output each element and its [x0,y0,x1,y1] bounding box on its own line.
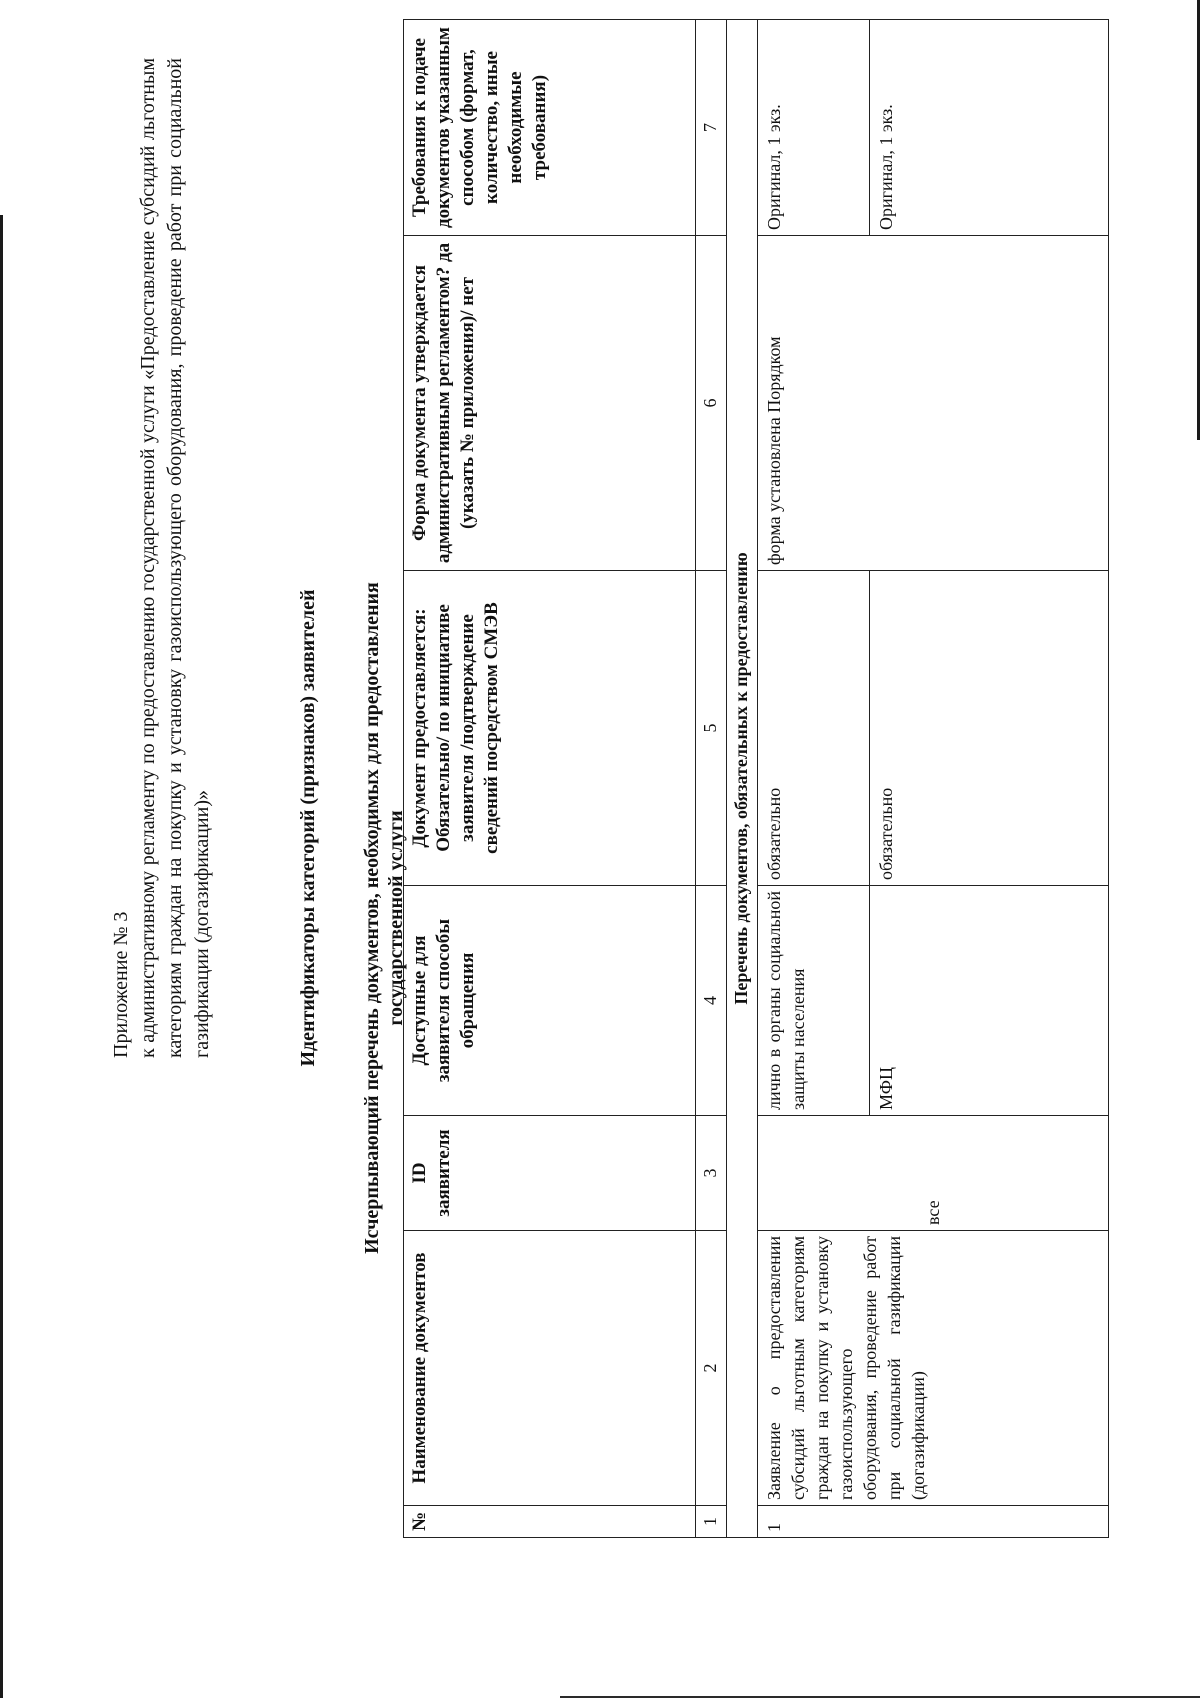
annex-title: Приложение № 3 [110,911,132,1058]
way-cell: МФЦ [870,886,1109,1116]
requirements-cell: Оригинал, 1 экз. [758,20,870,236]
provision-cell: обязательно [758,571,870,886]
documents-table [403,19,1109,1538]
column-number: 3 [696,1116,727,1231]
identifiers-heading: Идентификаторы категорий (признаков) заявителей [297,589,319,1067]
col-header-provision: Документ предоставляется: Обязательно/ по инициативе заявителя /подтверждение сведений посредством СМЭВ [404,571,696,886]
annex-body: к административному регламенту по предоставлению государственной услуги «Предоставление субсидий льготным категориям граждан на покупку и установку газоиспользующего оборудования, проведение работ при социальной газификации (догазификации)» [137,58,213,1058]
form-cell: форма установлена Порядком [758,236,1109,571]
column-number: 6 [696,236,727,571]
column-number: 7 [696,20,727,236]
col-header-requirements: Требования к подаче документов указанным способом (формат, количество, иные необходимые требования) [404,20,696,236]
column-numbers-row [696,20,727,1538]
col-header-num: № [404,1506,696,1538]
doc-name-cell: Заявление о предоставлении субсидий льготным категориям граждан на покупку и установку газоиспользующего оборудования, проведение работ при социальной газификации (догазификации) [758,1231,1109,1506]
annex-header [108,58,216,1058]
requirements-cell: Оригинал, 1 экз. [870,20,1109,236]
column-number: 2 [696,1231,727,1506]
col-header-form: Форма документа утверждается административным регламентом? да (указать № приложения)/ нет [404,236,696,571]
provision-cell: обязательно [870,571,1109,886]
way-cell: лично в органы социальной защиты населения [758,886,870,1116]
column-number: 4 [696,886,727,1116]
table-header-row [404,20,696,1538]
section-row [727,20,758,1538]
row-number: 1 [758,1506,1109,1538]
section-title: Перечень документов, обязательных к предоставлению [727,20,758,1538]
column-number: 5 [696,571,727,886]
applicant-id-cell: все [758,1116,1109,1231]
column-number: 1 [696,1506,727,1538]
exhaustive-list-heading: Исчерпывающий перечень документов, необходимых для предоставления государственной услуги [361,582,407,1254]
table-row [758,20,870,1538]
col-header-doc-name: Наименование документов [404,1231,696,1506]
col-header-ways: Доступные для заявителя способы обращения [404,886,696,1116]
col-header-applicant-id: ID заявителя [404,1116,696,1231]
